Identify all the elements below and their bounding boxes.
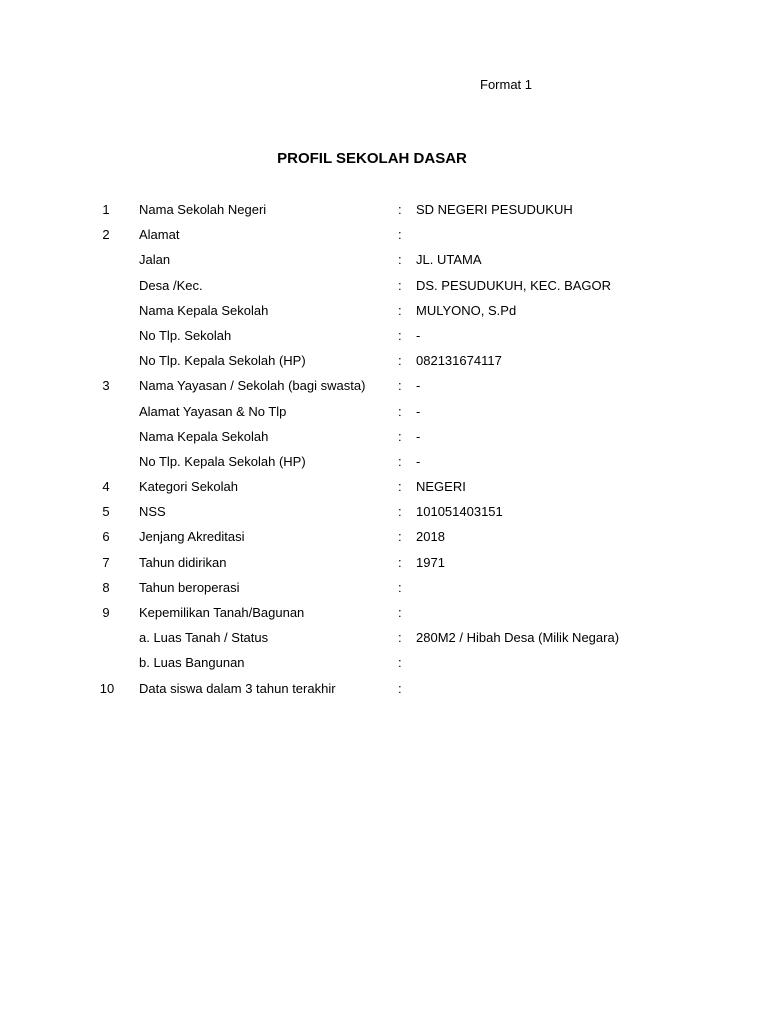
table-row [0, 326, 768, 351]
table-row [0, 603, 768, 628]
row-value: MULYONO, S.Pd [416, 302, 517, 318]
table-row [0, 250, 768, 275]
row-label: a. Luas Tanah / Status [139, 630, 269, 646]
row-label: Jalan [139, 252, 171, 268]
row-value: - [416, 327, 421, 343]
table-row [0, 225, 768, 250]
row-colon: : [398, 579, 402, 595]
row-label: Kategori Sekolah [139, 479, 239, 495]
row-colon: : [398, 554, 402, 570]
table-row [0, 679, 768, 704]
row-number: 10 [99, 680, 115, 696]
row-number: 9 [102, 605, 110, 620]
row-colon: : [398, 479, 402, 495]
row-label: Kepemilikan Tanah/Bagunan [139, 605, 305, 620]
table-row [0, 502, 768, 527]
table-row [0, 653, 768, 678]
table-row [0, 427, 768, 452]
row-colon: : [398, 227, 402, 243]
row-label: Tahun didirikan [139, 554, 227, 570]
table-row [0, 477, 768, 502]
row-colon: : [398, 353, 402, 369]
row-value: - [416, 403, 421, 419]
row-colon: : [398, 252, 402, 268]
row-label: Data siswa dalam 3 tahun terakhir [139, 680, 336, 696]
row-value: 1971 [416, 554, 445, 570]
row-label: Nama Sekolah Negeri [139, 202, 267, 217]
row-number: 8 [102, 579, 110, 595]
row-value: SD NEGERI PESUDUKUH [416, 202, 573, 217]
row-colon: : [398, 630, 402, 646]
row-colon: : [398, 504, 402, 520]
table-row [0, 452, 768, 477]
row-colon: : [398, 680, 402, 696]
table-row [0, 276, 768, 301]
table-row [0, 553, 768, 578]
row-label: Desa /Kec. [139, 277, 203, 293]
table-row [0, 301, 768, 326]
row-colon: : [398, 605, 402, 620]
row-label: Nama Kepala Sekolah [139, 302, 269, 318]
row-label: Alamat [139, 227, 180, 243]
table-row [0, 578, 768, 603]
row-colon: : [398, 277, 402, 293]
row-colon: : [398, 655, 402, 671]
row-label: Tahun beroperasi [139, 579, 240, 595]
row-value: JL. UTAMA [416, 252, 482, 268]
row-value: NEGERI [416, 479, 466, 495]
row-value: - [416, 453, 421, 469]
row-value: DS. PESUDUKUH, KEC. BAGOR [416, 277, 612, 293]
row-label: Alamat Yayasan & No Tlp [139, 403, 287, 419]
row-label: b. Luas Bangunan [139, 655, 245, 671]
row-number: 3 [102, 378, 110, 394]
row-colon: : [398, 302, 402, 318]
row-colon: : [398, 453, 402, 469]
row-number: 7 [102, 554, 110, 570]
table-row [0, 402, 768, 427]
table-row [0, 376, 768, 401]
row-value: 2018 [416, 529, 445, 545]
table-row [0, 351, 768, 376]
row-colon: : [398, 378, 402, 394]
row-colon: : [398, 327, 402, 343]
row-label: Jenjang Akreditasi [139, 529, 245, 545]
row-colon: : [398, 529, 402, 545]
row-value: 082131674117 [416, 353, 502, 369]
table-row [0, 628, 768, 653]
table-row [0, 200, 768, 225]
row-label: Nama Yayasan / Sekolah (bagi swasta) [139, 378, 366, 394]
table-row [0, 527, 768, 552]
row-number: 2 [102, 227, 110, 243]
row-value: 101051403151 [416, 504, 503, 520]
row-value: - [416, 428, 421, 444]
row-number: 5 [102, 504, 110, 520]
row-label: No Tlp. Kepala Sekolah (HP) [139, 453, 306, 469]
row-value: 280M2 / Hibah Desa (Milik Negara) [416, 630, 620, 646]
row-number: 6 [102, 529, 110, 545]
row-label: No Tlp. Sekolah [139, 327, 232, 343]
row-value: - [416, 378, 421, 394]
profile-table [0, 200, 768, 704]
row-colon: : [398, 403, 402, 419]
row-label: NSS [139, 504, 166, 520]
row-colon: : [398, 202, 402, 217]
row-label: No Tlp. Kepala Sekolah (HP) [139, 353, 306, 369]
row-number: 4 [102, 479, 110, 495]
format-label: Format 1 [480, 77, 533, 92]
row-label: Nama Kepala Sekolah [139, 428, 269, 444]
row-colon: : [398, 428, 402, 444]
row-number: 1 [102, 202, 110, 217]
document-title: PROFIL SEKOLAH DASAR [277, 150, 467, 167]
